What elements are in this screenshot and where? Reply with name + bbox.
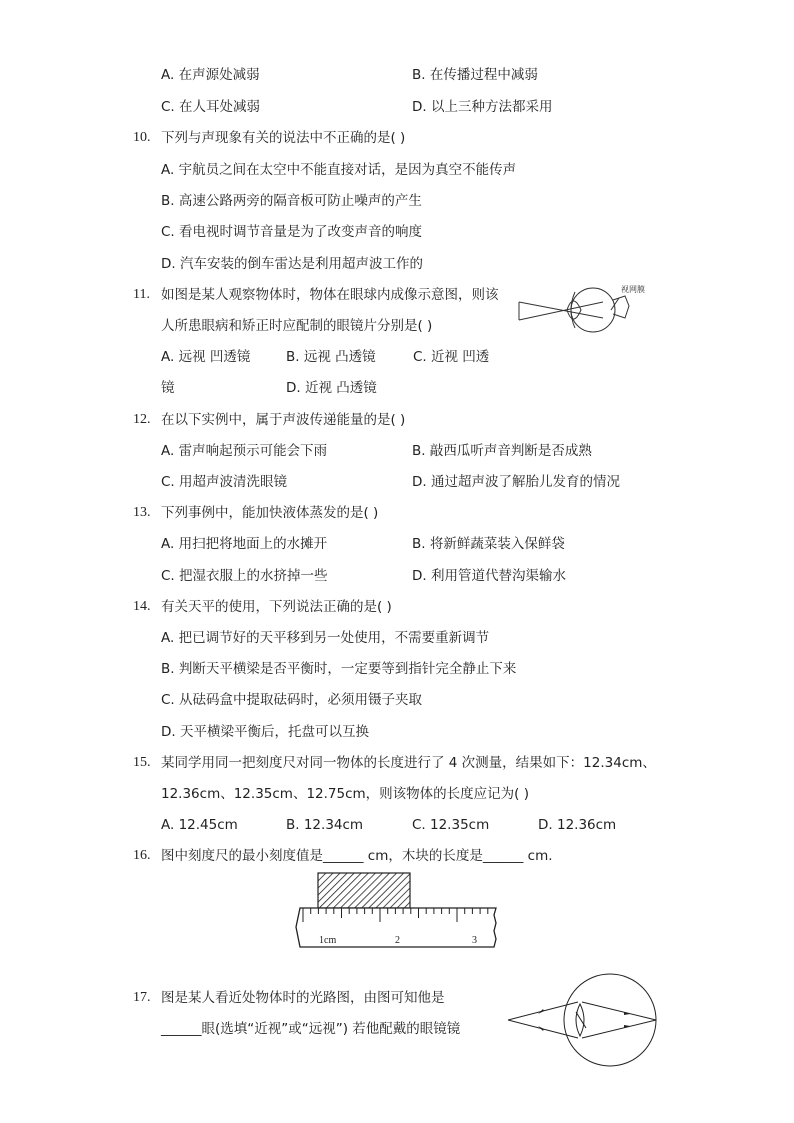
q12-stem: 在以下实例中，属于声波传递能量的是( ) — [161, 412, 406, 428]
q11-stem-line2: 人所患眼病和矫正时应配制的眼镜片分别是( ) — [161, 318, 433, 334]
q17-stem-line2: ______眼(选填“近视”或“远视”) 若他配戴的眼镜镜 — [161, 1021, 461, 1037]
q12-option-a: A. 雷声响起预示可能会下雨 — [161, 443, 328, 459]
q9-option-b: B. 在传播过程中减弱 — [412, 67, 538, 83]
ruler-figure — [292, 871, 500, 951]
q16-stem: 图中刻度尺的最小刻度值是______ cm，木块的长度是______ cm. — [161, 848, 553, 864]
q9-option-c: C. 在人耳处减弱 — [161, 99, 261, 115]
q13-option-a: A. 用扫把将地面上的水摊开 — [161, 536, 328, 552]
q11-option-a: A. 远视 凹透镜 — [161, 349, 251, 365]
q17-number: 17. — [133, 990, 151, 1005]
light-path-figure — [506, 972, 666, 1068]
q14-option-a: A. 把已调节好的天平移到另一处使用，不需要重新调节 — [161, 630, 490, 646]
q12-option-b: B. 敲西瓜听声音判断是否成熟 — [412, 443, 592, 459]
q11-option-b: B. 远视 凸透镜 — [286, 349, 376, 365]
retina-label: 视网膜 — [621, 285, 645, 294]
q10-option-a: A. 宇航员之间在太空中不能直接对话，是因为真空不能传声 — [161, 162, 517, 178]
q14-option-b: B. 判断天平横梁是否平衡时，一定要等到指针完全静止下来 — [161, 661, 517, 677]
q10-option-d: D. 汽车安装的倒车雷达是利用超声波工作的 — [161, 256, 423, 272]
q13-option-d: D. 利用管道代替沟渠输水 — [412, 568, 566, 584]
q11-option-d: D. 近视 凸透镜 — [286, 380, 377, 396]
q10-option-b: B. 高速公路两旁的隔音板可防止噪声的产生 — [161, 193, 422, 209]
q15-stem-line2: 12.36cm、12.35cm、12.75cm，则该物体的长度应记为( ) — [161, 786, 529, 802]
q14-stem: 有关天平的使用，下列说法正确的是( ) — [161, 599, 392, 615]
q13-option-c: C. 把湿衣服上的水挤掉一些 — [161, 568, 328, 584]
q17-stem-line1: 图是某人看近处物体时的光路图，由图可知他是 — [161, 990, 445, 1006]
eye-image-figure — [515, 280, 655, 336]
q12-option-c: C. 用超声波清洗眼镜 — [161, 474, 288, 490]
q12-number: 12. — [133, 412, 151, 427]
q15-stem-line1: 某同学用同一把刻度尺对同一物体的长度进行了 4 次测量，结果如下：12.34cm、 — [161, 755, 656, 771]
q13-option-b: B. 将新鲜蔬菜装入保鲜袋 — [412, 536, 565, 552]
q9-option-a: A. 在声源处减弱 — [161, 67, 260, 83]
q14-option-c: C. 从砝码盒中提取砝码时，必须用镊子夹取 — [161, 692, 423, 708]
q13-stem: 下列事例中，能加快液体蒸发的是( ) — [161, 505, 379, 521]
q10-number: 10. — [133, 130, 151, 145]
q15-option-b: B. 12.34cm — [286, 817, 364, 833]
q10-stem: 下列与声现象有关的说法中不正确的是( ) — [161, 130, 406, 146]
q11-option-c: C. 近视 凹透 — [413, 349, 490, 365]
q14-number: 14. — [133, 599, 151, 614]
q15-option-c: C. 12.35cm — [412, 817, 490, 833]
q10-option-c: C. 看电视时调节音量是为了改变声音的响度 — [161, 224, 423, 240]
q13-number: 13. — [133, 505, 151, 520]
q11-stem-line1: 如图是某人观察物体时，物体在眼球内成像示意图，则该 — [161, 287, 499, 303]
q12-option-d: D. 通过超声波了解胎儿发育的情况 — [412, 474, 620, 490]
q15-number: 15. — [133, 755, 151, 770]
ruler-label-2: 2 — [395, 935, 400, 946]
q15-option-d: D. 12.36cm — [538, 817, 617, 833]
q11-option-c-wrap: 镜 — [161, 380, 175, 396]
q14-option-d: D. 天平横梁平衡后，托盘可以互换 — [161, 724, 369, 740]
ruler-label-3: 3 — [472, 935, 477, 946]
q11-number: 11. — [133, 287, 150, 302]
q16-number: 16. — [133, 848, 151, 863]
q9-option-d: D. 以上三种方法都采用 — [412, 99, 553, 115]
q15-option-a: A. 12.45cm — [161, 817, 238, 833]
wood-block — [318, 873, 410, 908]
ruler-label-1cm: 1cm — [319, 935, 337, 946]
